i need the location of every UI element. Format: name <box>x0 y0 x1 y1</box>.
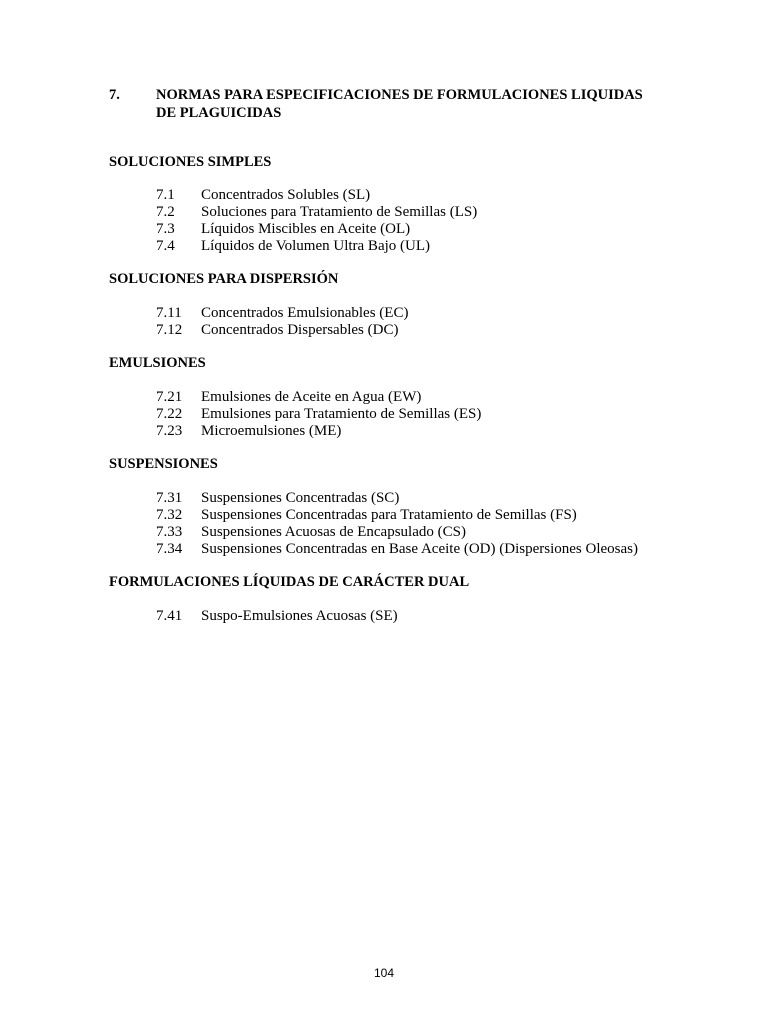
list-item <box>156 221 477 238</box>
item-text: Concentrados Solubles (SL) <box>201 187 371 203</box>
item-number: 7.3 <box>156 221 175 237</box>
list-item <box>156 423 481 440</box>
item-number: 7.2 <box>156 204 175 220</box>
item-text: Suspensiones Concentradas (SC) <box>201 490 400 506</box>
list-item <box>156 541 638 558</box>
list-item <box>156 490 638 507</box>
item-text: Suspensiones Concentradas en Base Aceite (OD) (Dispersiones Oleosas) <box>201 541 638 557</box>
item-text: Suspensiones Concentradas para Tratamiento de Semillas (FS) <box>201 507 577 523</box>
list-item <box>156 305 408 322</box>
list-item <box>156 204 477 221</box>
item-number: 7.11 <box>156 305 182 321</box>
section-list-formulaciones-dual <box>156 608 398 625</box>
list-item <box>156 507 638 524</box>
list-item <box>156 389 481 406</box>
page-number: 104 <box>373 966 395 980</box>
chapter-number: 7. <box>109 87 120 103</box>
list-item <box>156 238 477 255</box>
item-text: Microemulsiones (ME) <box>201 423 342 439</box>
item-text: Concentrados Emulsionables (EC) <box>201 305 409 321</box>
section-heading-emulsiones: EMULSIONES <box>109 355 206 371</box>
list-item <box>156 608 398 625</box>
list-item <box>156 322 408 339</box>
item-number: 7.23 <box>156 423 183 439</box>
item-number: 7.21 <box>156 389 183 405</box>
section-list-soluciones-simples <box>156 187 477 255</box>
section-heading-soluciones-dispersion: SOLUCIONES PARA DISPERSIÓN <box>109 271 339 287</box>
section-heading-soluciones-simples: SOLUCIONES SIMPLES <box>109 154 272 170</box>
section-list-suspensiones <box>156 490 638 558</box>
item-number: 7.22 <box>156 406 183 422</box>
item-number: 7.1 <box>156 187 175 203</box>
item-text: Emulsiones para Tratamiento de Semillas (ES) <box>201 406 482 422</box>
item-text: Soluciones para Tratamiento de Semillas (LS) <box>201 204 478 220</box>
item-number: 7.34 <box>156 541 183 557</box>
item-number: 7.31 <box>156 490 183 506</box>
list-item <box>156 187 477 204</box>
item-number: 7.32 <box>156 507 183 523</box>
item-text: Concentrados Dispersables (DC) <box>201 322 399 338</box>
list-item <box>156 524 638 541</box>
item-text: Emulsiones de Aceite en Agua (EW) <box>201 389 422 405</box>
item-text: Suspensiones Acuosas de Encapsulado (CS) <box>201 524 466 540</box>
item-number: 7.33 <box>156 524 183 540</box>
item-text: Líquidos de Volumen Ultra Bajo (UL) <box>201 238 430 254</box>
item-number: 7.41 <box>156 608 183 624</box>
section-heading-formulaciones-dual: FORMULACIONES LÍQUIDAS DE CARÁCTER DUAL <box>109 574 470 590</box>
item-text: Líquidos Miscibles en Aceite (OL) <box>201 221 411 237</box>
section-list-emulsiones <box>156 389 481 440</box>
list-item <box>156 406 481 423</box>
item-text: Suspo-Emulsiones Acuosas (SE) <box>201 608 398 624</box>
section-list-soluciones-dispersion <box>156 305 408 339</box>
item-number: 7.4 <box>156 238 175 254</box>
item-number: 7.12 <box>156 322 183 338</box>
chapter-title: NORMAS PARA ESPECIFICACIONES DE FORMULACIONES LIQUIDAS DE PLAGUICIDAS <box>156 87 643 121</box>
section-heading-suspensiones: SUSPENSIONES <box>109 456 218 472</box>
